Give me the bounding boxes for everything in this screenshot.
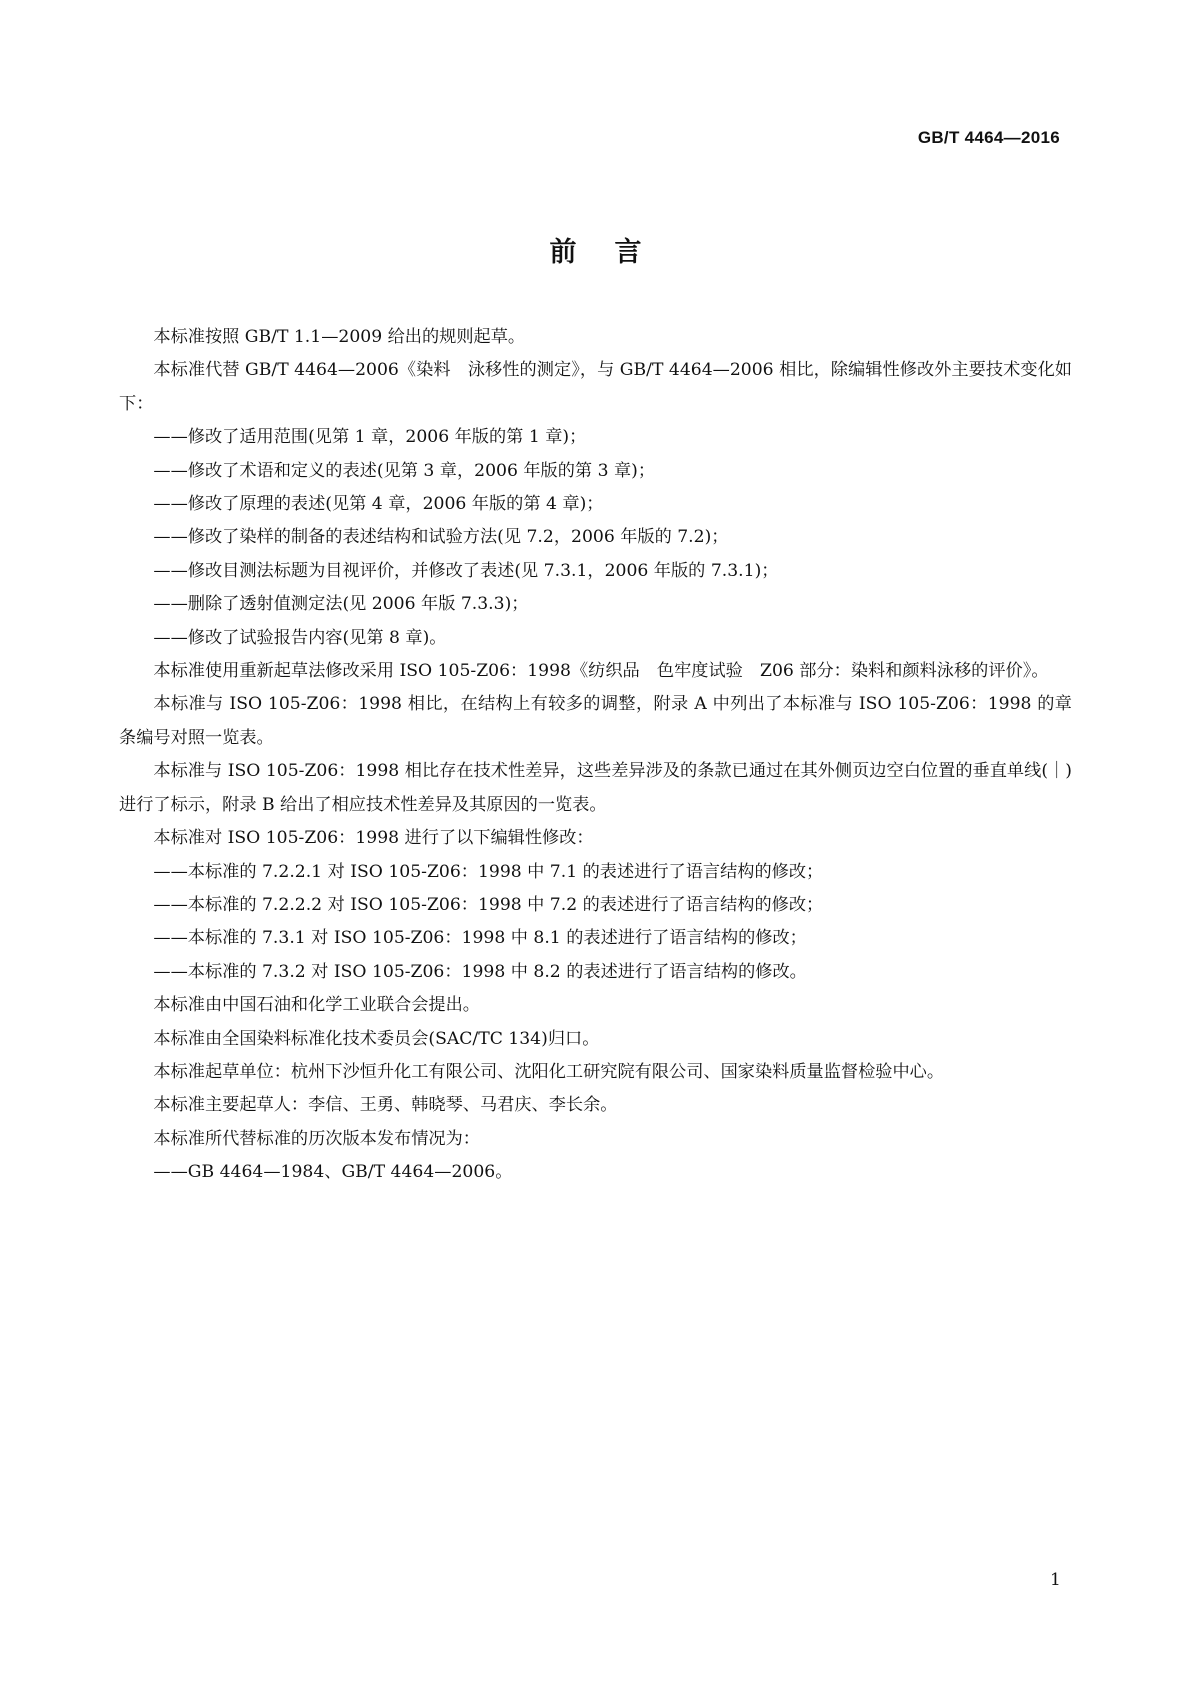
- list-item: ——修改目测法标题为目视评价，并修改了表述(见 7.3.1，2006 年版的 7.3.1)；: [153, 560, 779, 581]
- paragraph: 本标准按照 GB/T 1.1—2009 给出的规则起草。: [153, 327, 526, 347]
- paragraph: 本标准所代替标准的历次版本发布情况为：: [153, 1128, 480, 1149]
- list-item: ——本标准的 7.3.2 对 ISO 105-Z06：1998 中 8.2 的表述进行了语言结构的修改。: [153, 961, 807, 982]
- paragraph: 本标准由全国染料标准化技术委员会(SAC/TC 134)归口。: [153, 1028, 600, 1049]
- list-item: ——本标准的 7.2.2.1 对 ISO 105-Z06：1998 中 7.1 的表述进行了语言结构的修改；: [153, 861, 824, 882]
- foreword-body: [119, 321, 1072, 1190]
- paragraph: 本标准使用重新起草法修改采用 ISO 105-Z06：1998《纺织品 色牢度试验 Z06 部分：染料和颜料泳移的评价》。: [153, 661, 1049, 682]
- standard-number: GB/T 4464—2016: [917, 128, 1060, 147]
- list-item: ——本标准的 7.3.1 对 ISO 105-Z06：1998 中 8.1 的表述进行了语言结构的修改；: [153, 928, 807, 949]
- paragraph: 本标准与 ISO 105-Z06：1998 相比，在结构上有较多的调整，附录 A 中列出了本标准与 ISO 105-Z06：1998 的章条编号对照一览表。: [119, 694, 1072, 748]
- paragraph: 本标准与 ISO 105-Z06：1998 相比存在技术性差异，这些差异涉及的条款已通过在其外侧页边空白位置的垂直单线(｜)进行了标示，附录 B 给出了相应技术性差异及其原因的一览表。: [119, 761, 1072, 815]
- paragraph: 本标准由中国石油和化学工业联合会提出。: [153, 995, 480, 1016]
- list-item: ——修改了适用范围(见第 1 章，2006 年版的第 1 章)；: [153, 427, 587, 448]
- list-item: ——修改了染样的制备的表述结构和试验方法(见 7.2，2006 年版的 7.2)；: [153, 527, 729, 548]
- list-item: ——本标准的 7.2.2.2 对 ISO 105-Z06：1998 中 7.2 的表述进行了语言结构的修改；: [153, 894, 824, 915]
- page-title: 前言: [549, 237, 680, 268]
- list-item: ——删除了透射值测定法(见 2006 年版 7.3.3)；: [153, 594, 529, 615]
- list-item: ——修改了原理的表述(见第 4 章，2006 年版的第 4 章)；: [153, 494, 604, 515]
- paragraph: 本标准主要起草人：李信、王勇、韩晓琴、马君庆、李长余。: [153, 1095, 618, 1116]
- list-item: ——修改了试验报告内容(见第 8 章)。: [153, 627, 447, 648]
- paragraph: 本标准代替 GB/T 4464—2006《染料 泳移性的测定》，与 GB/T 4464—2006 相比，除编辑性修改外主要技术变化如下：: [119, 360, 1072, 414]
- list-item: ——修改了术语和定义的表述(见第 3 章，2006 年版的第 3 章)；: [153, 460, 656, 481]
- paragraph: 本标准对 ISO 105-Z06：1998 进行了以下编辑性修改：: [153, 828, 594, 849]
- list-item: ——GB 4464—1984、GB/T 4464—2006。: [153, 1162, 513, 1183]
- paragraph: 本标准起草单位：杭州下沙恒升化工有限公司、沈阳化工研究院有限公司、国家染料质量监督检验中心。: [153, 1061, 945, 1082]
- page-number: 1: [1050, 1570, 1061, 1590]
